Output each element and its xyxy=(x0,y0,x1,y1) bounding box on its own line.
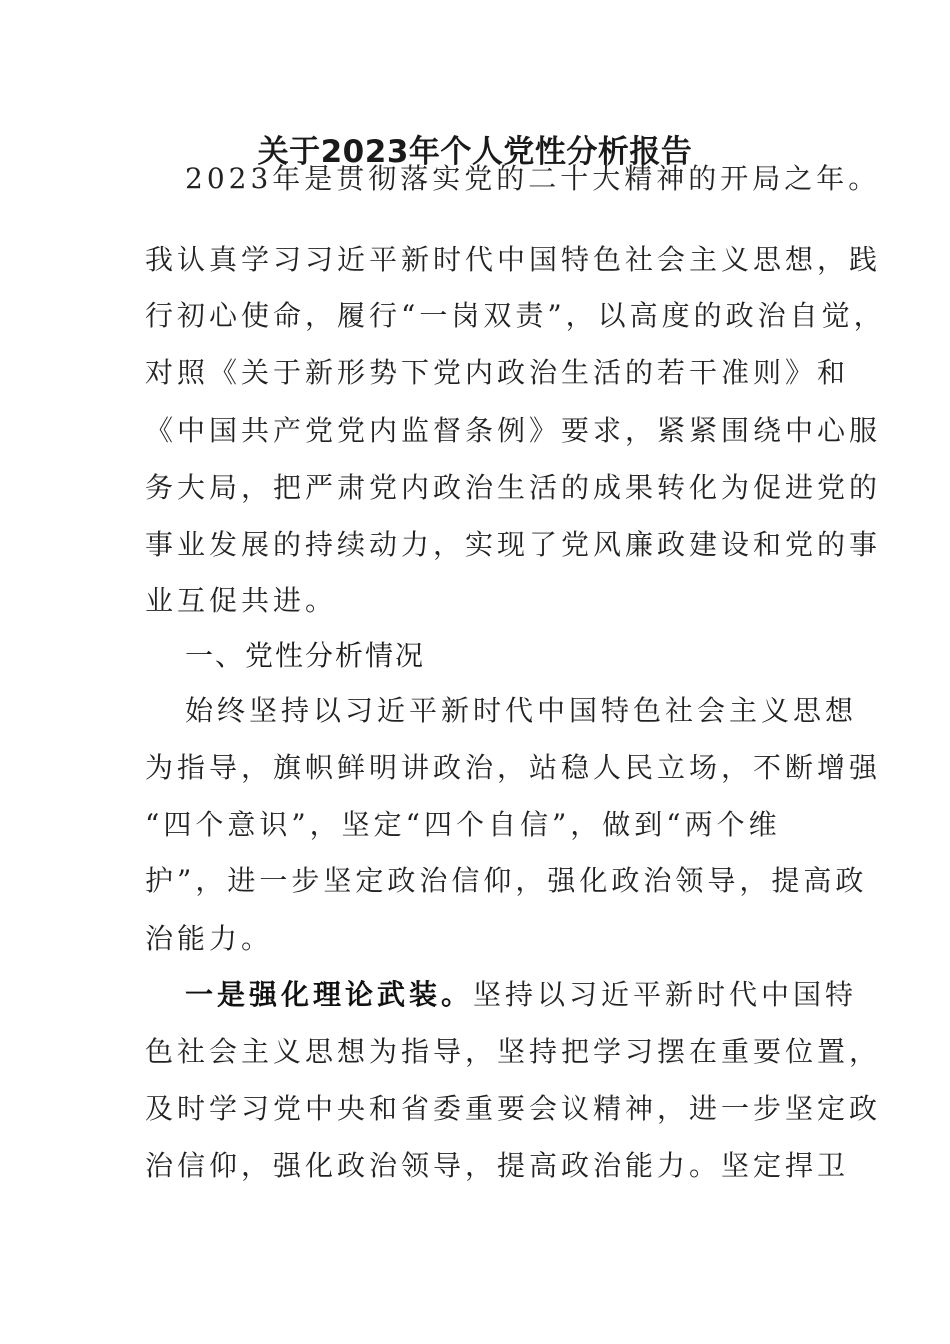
point1-line-4: 治信仰，强化政治领导，提高政治能力。坚定捍卫 xyxy=(145,1149,850,1182)
point1-first-rest: 坚持以习近平新时代中国特 xyxy=(473,978,858,1011)
section1-line-4: 护”，进一步坚定政治信仰，强化政治领导，提高政 xyxy=(145,864,868,897)
point1-line-2: 色社会主义思想为指导，坚持把学习摆在重要位置， xyxy=(145,1035,882,1068)
intro-line-5: 《中国共产党党内监督条例》要求，紧紧围绕中心服 xyxy=(145,414,882,447)
intro-line-8: 业互促共进。 xyxy=(145,584,338,617)
point1-lead: 一是强化理论武装。 xyxy=(185,978,474,1011)
intro-line-1: 2023年是贯彻落实党的二十大精神的开局之年。 xyxy=(185,162,881,195)
section-heading: 一、党性分析情况 xyxy=(185,639,426,672)
intro-line-6: 务大局，把严肃党内政治生活的成果转化为促进党的 xyxy=(145,471,882,504)
section1-line-3: “四个意识”，坚定“四个自信”，做到“两个维 xyxy=(145,808,781,841)
point1-line-1 xyxy=(185,974,857,1016)
point1-line-3: 及时学习党中央和省委重要会议精神，进一步坚定政 xyxy=(145,1092,882,1125)
section1-line-2: 为指导，旗帜鲜明讲政治，站稳人民立场，不断增强 xyxy=(145,751,882,784)
intro-line-4: 对照《关于新形势下党内政治生活的若干准则》和 xyxy=(145,356,850,389)
intro-line-7: 事业发展的持续动力，实现了党风廉政建设和党的事 xyxy=(145,528,882,561)
document-title: 关于2023年个人党性分析报告 xyxy=(257,134,693,170)
intro-line-3: 行初心使命，履行“一岗双责”，以高度的政治自觉， xyxy=(145,299,886,332)
section1-line-5: 治能力。 xyxy=(145,922,274,955)
intro-line-2: 我认真学习习近平新时代中国特色社会主义思想，践 xyxy=(145,243,882,276)
section1-line-1: 始终坚持以习近平新时代中国特色社会主义思想 xyxy=(185,694,858,727)
